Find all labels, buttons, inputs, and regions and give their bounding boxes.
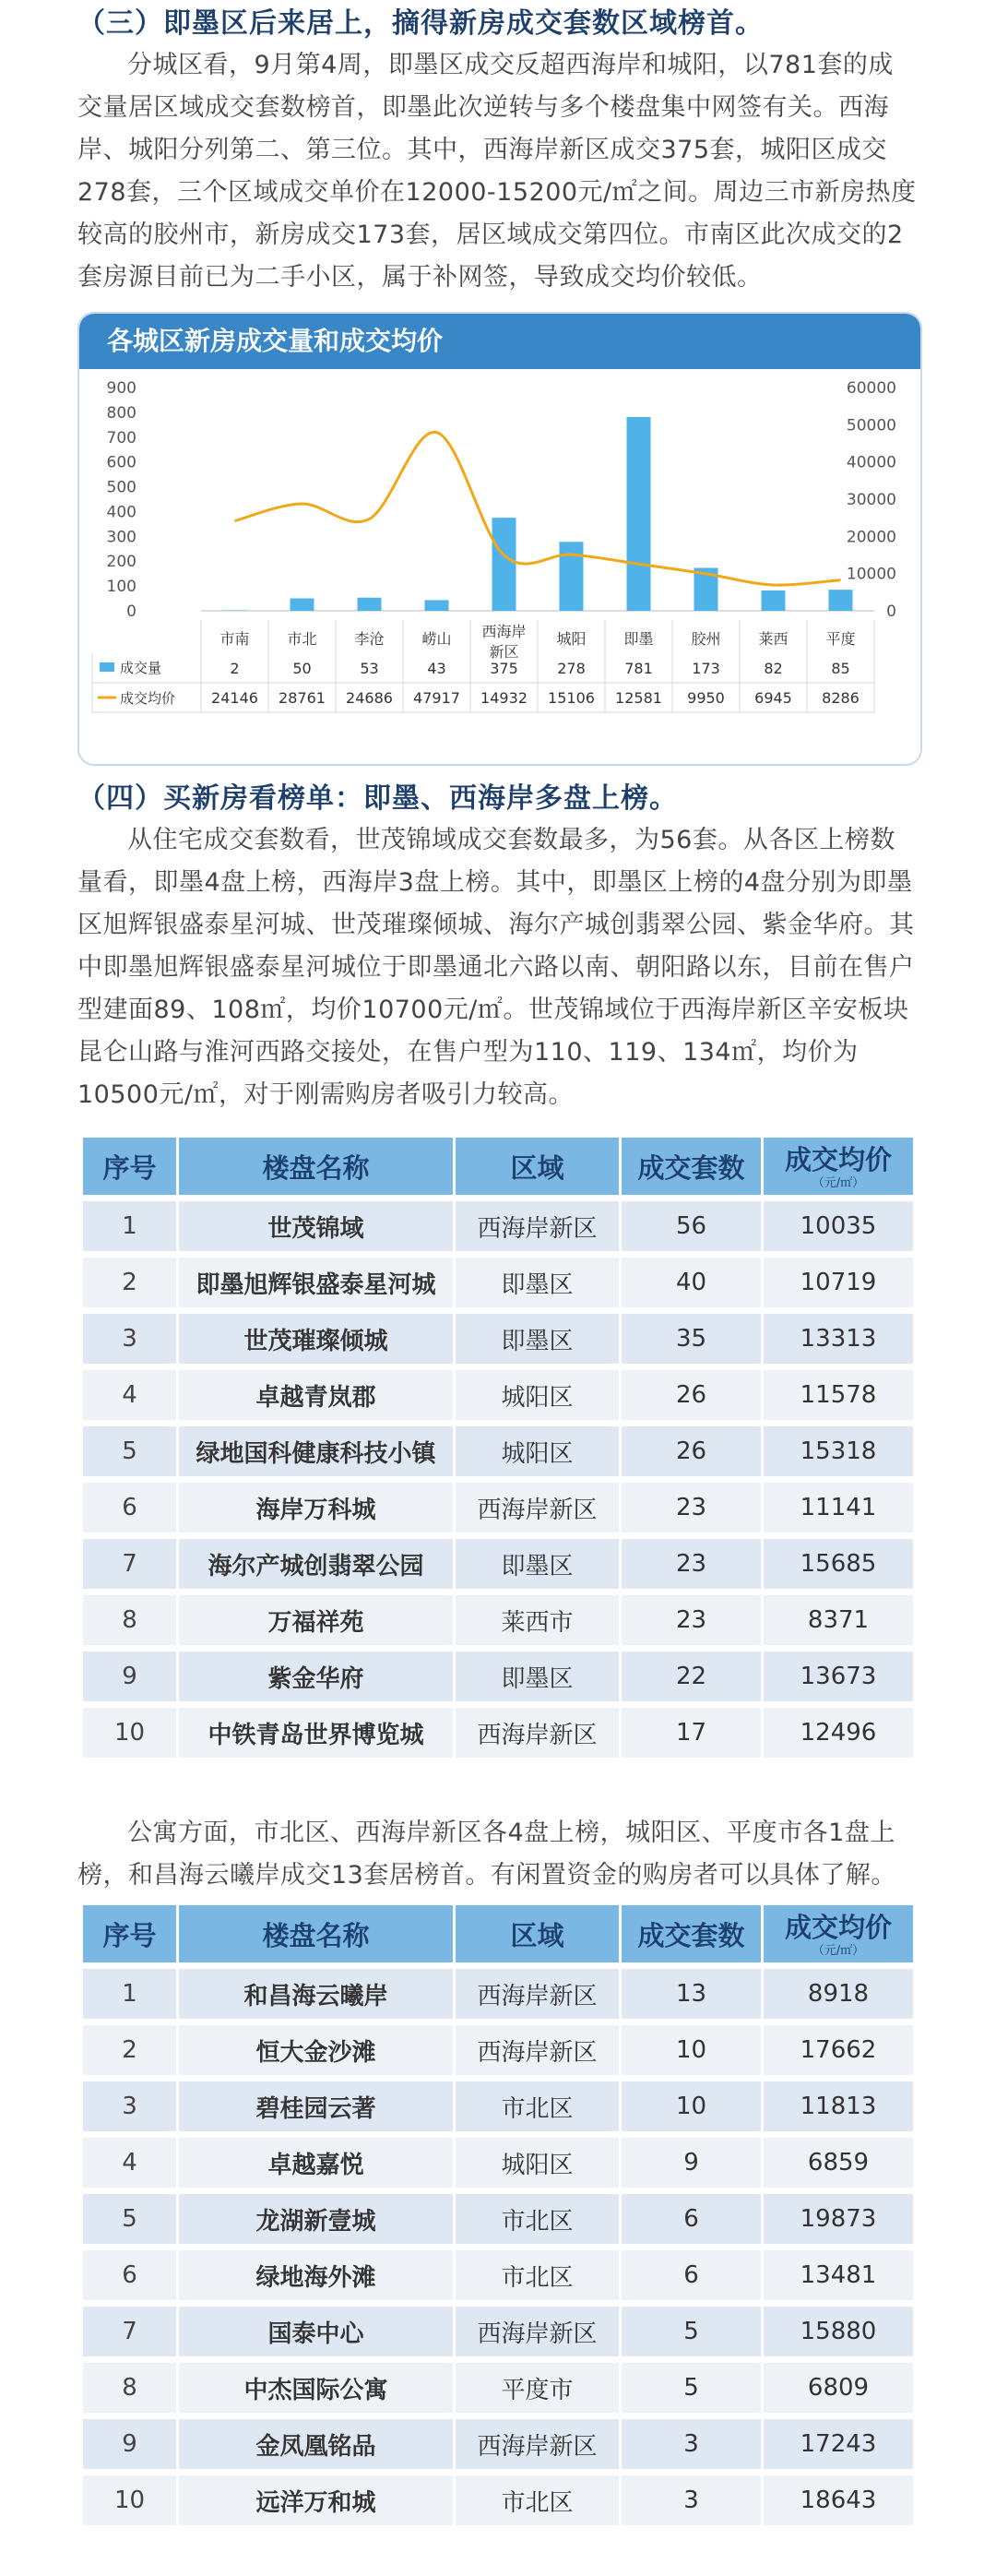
cell-units: 22 (622, 1652, 764, 1701)
cell-no: 1 (83, 1201, 179, 1251)
cell-district: 西海岸新区 (456, 2025, 622, 2075)
cell-name: 恒大金沙滩 (179, 2025, 456, 2075)
cell-name: 万福祥苑 (179, 1595, 456, 1645)
cell-units: 10 (622, 2081, 764, 2131)
cell-avg: 6859 (764, 2138, 913, 2188)
legend-line-label: 成交均价 (120, 690, 176, 707)
cell-units: 26 (622, 1426, 764, 1476)
bar-value-label: 50 (292, 660, 312, 677)
cell-units: 6 (622, 2194, 764, 2244)
chart-card (77, 312, 922, 766)
cell-district: 城阳区 (456, 2138, 622, 2188)
cell-district: 莱西市 (456, 1595, 622, 1645)
cell-avg: 17662 (764, 2025, 913, 2075)
line-value-label: 9950 (687, 689, 725, 707)
cell-district: 西海岸新区 (456, 1969, 622, 2019)
table-row (83, 2363, 913, 2413)
category-label: 莱西 (758, 630, 788, 648)
legend-bar-label: 成交量 (120, 660, 162, 676)
cell-district: 西海岸新区 (456, 2307, 622, 2356)
cell-name: 海岸万科城 (179, 1483, 456, 1532)
cell-avg: 8918 (764, 1969, 913, 2019)
cell-name: 世茂璀璨倾城 (179, 1314, 456, 1364)
header-district: 区域 (456, 1138, 622, 1195)
cell-avg: 6809 (764, 2363, 913, 2413)
table-header-row (83, 1905, 913, 1962)
header-no: 序号 (83, 1138, 179, 1195)
cell-no: 4 (83, 1370, 179, 1420)
line-value-label: 8286 (822, 689, 860, 707)
category-label: 平度 (825, 630, 856, 648)
table-row (83, 1426, 913, 1476)
right-axis-tick-label: 30000 (846, 491, 896, 509)
cell-avg: 13673 (764, 1652, 913, 1701)
cell-units: 26 (622, 1370, 764, 1420)
bar-莱西 (762, 590, 786, 611)
cell-units: 17 (622, 1708, 764, 1758)
cell-no: 5 (83, 1426, 179, 1476)
table-row (83, 2081, 913, 2131)
cell-avg: 19873 (764, 2194, 913, 2244)
header-avg (764, 1138, 913, 1195)
table-row (83, 1258, 913, 1307)
header-name: 楼盘名称 (179, 1138, 456, 1195)
cell-units: 5 (622, 2363, 764, 2413)
cell-name: 中铁青岛世界博览城 (179, 1708, 456, 1758)
table-row (83, 2419, 913, 2469)
right-axis-tick-label: 60000 (846, 379, 896, 398)
cell-district: 即墨区 (456, 1652, 622, 1701)
table-row (83, 2307, 913, 2356)
residential-ranking-table (83, 1131, 913, 1764)
bar-value-label: 85 (831, 660, 850, 677)
cell-name: 碧桂园云著 (179, 2081, 456, 2131)
category-label-cont: 新区 (489, 643, 519, 661)
cell-units: 35 (622, 1314, 764, 1364)
line-value-label: 15106 (548, 689, 595, 707)
cell-name: 中杰国际公寓 (179, 2363, 456, 2413)
table-row (83, 1201, 913, 1251)
cell-district: 西海岸新区 (456, 2419, 622, 2469)
category-label: 崂山 (421, 630, 452, 648)
right-axis-tick-label: 10000 (846, 565, 896, 584)
cell-name: 紫金华府 (179, 1652, 456, 1701)
table-row (83, 1595, 913, 1645)
cell-name: 绿地国科健康科技小镇 (179, 1426, 456, 1476)
bar-即墨 (627, 417, 651, 611)
cell-name: 远洋万和城 (179, 2475, 456, 2525)
cell-district: 市北区 (456, 2081, 622, 2131)
cell-name: 和昌海云曦岸 (179, 1969, 456, 2019)
cell-avg: 10035 (764, 1201, 913, 1251)
right-axis-tick-label: 0 (886, 602, 896, 621)
table-row (83, 2475, 913, 2525)
cell-name: 卓越嘉悦 (179, 2138, 456, 2188)
line-value-label: 24146 (211, 689, 258, 707)
table-row (83, 1652, 913, 1701)
bar-value-label: 173 (692, 660, 720, 677)
section3-heading: （三）即墨区后来居上，摘得新房成交套数区域榜首。 (77, 7, 764, 40)
cell-avg: 11813 (764, 2081, 913, 2131)
cell-district: 西海岸新区 (456, 1483, 622, 1532)
bar-value-label: 2 (230, 660, 240, 677)
cell-district: 即墨区 (456, 1314, 622, 1364)
table-row (83, 2025, 913, 2075)
cell-units: 9 (622, 2138, 764, 2188)
bar-李沧 (358, 598, 382, 611)
cell-no: 9 (83, 2419, 179, 2469)
cell-units: 23 (622, 1539, 764, 1589)
bar-value-label: 278 (557, 660, 586, 677)
header-no: 序号 (83, 1905, 179, 1962)
cell-units: 3 (622, 2475, 764, 2525)
table-header-row (83, 1138, 913, 1195)
category-label: 城阳 (556, 630, 587, 648)
section4-paragraph: 从住宅成交套数看，世茂锦域成交套数最多，为56套。从各区上榜数量看，即墨4盘上榜，西海岸3盘上榜。其中，即墨区上榜的4盘分别为即墨区旭辉银盛泰星河城、世茂璀璨倾城、海尔产城创翡翠公园、紫金华府。其中即墨旭辉银盛泰星河城位于即墨通北六路以南、朝阳路以东，目前在售户型建面89、108㎡，均价10700元/㎡。世茂锦域位于西海岸新区辛安板块昆仑山路与淮河西路交接处，在售户型为110、119、134㎡，均价为10500元/㎡，对于刚需购房者吸引力较高。 (77, 826, 915, 1109)
cell-district: 市北区 (456, 2194, 622, 2244)
cell-name: 金凤凰铭品 (179, 2419, 456, 2469)
combo-chart (79, 371, 917, 758)
header-units: 成交套数 (622, 1138, 764, 1195)
chart-title: 各城区新房成交量和成交均价 (79, 314, 920, 369)
right-axis-tick-label: 40000 (846, 453, 896, 472)
category-label: 西海岸 (481, 623, 527, 640)
cell-district: 市北区 (456, 2475, 622, 2525)
table-row (83, 2194, 913, 2244)
cell-avg: 17243 (764, 2419, 913, 2469)
bar-崂山 (425, 600, 449, 611)
cell-units: 23 (622, 1483, 764, 1532)
cell-no: 6 (83, 1483, 179, 1532)
cell-name: 龙湖新壹城 (179, 2194, 456, 2244)
cell-avg: 11578 (764, 1370, 913, 1420)
cell-name: 卓越青岚郡 (179, 1370, 456, 1420)
table-row (83, 1314, 913, 1364)
header-avg-unit: （元/㎡） (812, 1943, 865, 1958)
header-avg-label: 成交均价 (784, 1911, 892, 1943)
cell-units: 13 (622, 1969, 764, 2019)
bar-value-label: 82 (764, 660, 783, 677)
section4-heading: （四）买新房看榜单：即墨、西海岸多盘上榜。 (77, 782, 678, 815)
cell-avg: 13313 (764, 1314, 913, 1364)
left-axis-tick-label: 100 (106, 578, 136, 597)
cell-avg: 18643 (764, 2475, 913, 2525)
left-axis-tick-label: 700 (106, 428, 136, 447)
avg-price-line (235, 432, 841, 585)
header-name: 楼盘名称 (179, 1905, 456, 1962)
category-label: 胶州 (691, 630, 721, 648)
cell-avg: 15880 (764, 2307, 913, 2356)
cell-avg: 12496 (764, 1708, 913, 1758)
table-row (83, 1370, 913, 1420)
cell-name: 国泰中心 (179, 2307, 456, 2356)
cell-name: 即墨旭辉银盛泰星河城 (179, 1258, 456, 1307)
cell-no: 4 (83, 2138, 179, 2188)
apartment-ranking-table (83, 1899, 913, 2532)
line-value-label: 28761 (279, 689, 326, 707)
table-row (83, 1969, 913, 2019)
cell-name: 世茂锦域 (179, 1201, 456, 1251)
cell-units: 3 (622, 2419, 764, 2469)
category-label: 市北 (287, 630, 317, 648)
apartment-paragraph: 公寓方面，市北区、西海岸新区各4盘上榜，城阳区、平度市各1盘上榜，和昌海云曦岸成交13套居榜首。有闲置资金的购房者可以具体了解。 (77, 1819, 896, 1890)
cell-avg: 13481 (764, 2250, 913, 2300)
bar-西海岸新区 (492, 518, 516, 611)
cell-district: 西海岸新区 (456, 1708, 622, 1758)
line-value-label: 47917 (413, 689, 460, 707)
left-axis-tick-label: 200 (106, 553, 136, 572)
cell-avg: 10719 (764, 1258, 913, 1307)
cell-district: 即墨区 (456, 1258, 622, 1307)
cell-avg: 15318 (764, 1426, 913, 1476)
cell-no: 8 (83, 1595, 179, 1645)
table-row (83, 1708, 913, 1758)
line-value-label: 6945 (754, 689, 792, 707)
category-label: 即墨 (623, 630, 654, 648)
cell-no: 3 (83, 1314, 179, 1364)
cell-units: 5 (622, 2307, 764, 2356)
cell-avg: 8371 (764, 1595, 913, 1645)
left-axis-tick-label: 300 (106, 528, 136, 547)
cell-units: 23 (622, 1595, 764, 1645)
cell-no: 1 (83, 1969, 179, 2019)
table-row (83, 2250, 913, 2300)
cell-no: 10 (83, 1708, 179, 1758)
cell-no: 10 (83, 2475, 179, 2525)
cell-name: 绿地海外滩 (179, 2250, 456, 2300)
category-label: 市南 (219, 630, 250, 648)
cell-no: 2 (83, 1258, 179, 1307)
header-avg-unit: （元/㎡） (812, 1175, 865, 1190)
cell-no: 7 (83, 1539, 179, 1589)
right-axis-tick-label: 50000 (846, 416, 896, 435)
left-axis-tick-label: 500 (106, 478, 136, 497)
bar-value-label: 375 (490, 660, 518, 677)
cell-no: 6 (83, 2250, 179, 2300)
cell-avg: 11141 (764, 1483, 913, 1532)
bar-市北 (290, 599, 314, 611)
cell-units: 56 (622, 1201, 764, 1251)
line-value-label: 24686 (346, 689, 393, 707)
cell-district: 市北区 (456, 2250, 622, 2300)
cell-avg: 15685 (764, 1539, 913, 1589)
cell-units: 10 (622, 2025, 764, 2075)
cell-units: 40 (622, 1258, 764, 1307)
cell-name: 海尔产城创翡翠公园 (179, 1539, 456, 1589)
cell-no: 8 (83, 2363, 179, 2413)
bar-value-label: 53 (360, 660, 379, 677)
cell-no: 9 (83, 1652, 179, 1701)
cell-district: 即墨区 (456, 1539, 622, 1589)
bar-平度 (829, 590, 853, 611)
header-avg-label: 成交均价 (784, 1143, 892, 1175)
bar-value-label: 781 (624, 660, 653, 677)
bar-市南 (223, 610, 247, 611)
cell-no: 5 (83, 2194, 179, 2244)
cell-no: 3 (83, 2081, 179, 2131)
cell-district: 城阳区 (456, 1370, 622, 1420)
header-district: 区域 (456, 1905, 622, 1962)
table-row (83, 1539, 913, 1589)
cell-district: 平度市 (456, 2363, 622, 2413)
right-axis-tick-label: 20000 (846, 528, 896, 547)
section3-paragraph: 分城区看，9月第4周，即墨区成交反超西海岸和城阳，以781套的成交量居区域成交套数榜首，即墨此次逆转与多个楼盘集中网签有关。西海岸、城阳分列第二、第三位。其中，西海岸新区成交375套，城阳区成交278套，三个区域成交单价在12000-15200元/㎡之间。周边三市新房热度较高的胶州市，新房成交173套，居区域成交第四位。市南区此次成交的2套房源目前已为二手小区，属于补网签，导致成交均价较低。 (77, 51, 917, 292)
legend-bar-swatch (100, 662, 114, 672)
left-axis-tick-label: 900 (106, 379, 136, 398)
bar-value-label: 43 (427, 660, 446, 677)
cell-no: 7 (83, 2307, 179, 2356)
cell-no: 2 (83, 2025, 179, 2075)
bar-城阳 (560, 542, 584, 611)
table-row (83, 2138, 913, 2188)
line-value-label: 12581 (615, 689, 662, 707)
table-row (83, 1483, 913, 1532)
cell-district: 西海岸新区 (456, 1201, 622, 1251)
left-axis-tick-label: 400 (106, 503, 136, 522)
left-axis-tick-label: 600 (106, 453, 136, 472)
line-value-label: 14932 (480, 689, 528, 707)
header-avg (764, 1905, 913, 1962)
cell-district: 城阳区 (456, 1426, 622, 1476)
left-axis-tick-label: 800 (106, 403, 136, 423)
cell-units: 6 (622, 2250, 764, 2300)
category-label: 李沧 (354, 630, 385, 648)
left-axis-tick-label: 0 (126, 602, 136, 621)
header-units: 成交套数 (622, 1905, 764, 1962)
